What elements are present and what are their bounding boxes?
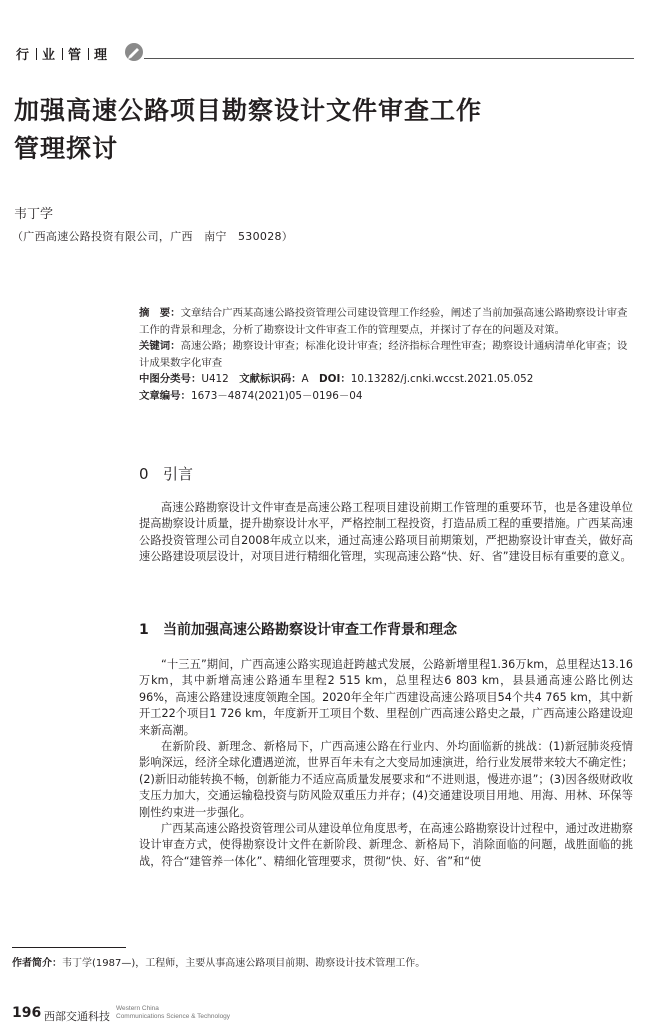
- author-footnote: [12, 954, 425, 969]
- section-label-char: 理: [94, 48, 110, 63]
- footnote-label: 作者简介：: [12, 958, 62, 969]
- abstract-text: 文章结合广西某高速公路投资管理公司建设管理工作经验，阐述了当前加强高速公路勘察设计审查工作的背景和理念，分析了勘察设计文件审查工作的管理要点，并探讨了存在的问题及对策。: [139, 307, 628, 336]
- section-title: 引言: [163, 465, 194, 483]
- section-number: 1: [139, 622, 149, 638]
- article-metadata: [139, 305, 631, 404]
- article-title: [14, 92, 614, 168]
- section-label-char: 行: [16, 48, 32, 63]
- author-name: 韦丁学: [14, 207, 54, 222]
- paragraph: 高速公路勘察设计文件审查是高速公路工程项目建设前期工作管理的重要环节，也是各建设单位提高勘察设计质量，提升勘察设计水平，严格控制工程投资，打造品质工程的重要措施。广西某高速公路投资管理公司自2008年成立以来，通过高速公路项目前期策划，严把勘察设计审查关，做好高速公路建设项层设计，对项目进行精细化管理，实现高速公路“快、好、省”建设目标有重要的意义。: [139, 501, 633, 564]
- section-label-char: 业: [42, 48, 58, 63]
- paragraph: 在新阶段、新理念、新格局下，广西高速公路在行业内、外均面临新的挑战：(1)新冠肺炎疫情影响深远，经济全球化遭遇逆流，世界百年未有之大变局加速演进，给行业发展带来较大不确定性；(2)新旧动能转换不畅，创新能力不适应高质量发展要求和“不进则退，慢进亦退”；(3)因各级财政收支压力加大，交通运输稳投资与防风险双重压力并存；(4)交通建设项目用地、用海、用林、环保等刚性约束进一步强化。: [139, 740, 633, 819]
- footnote-rule: [12, 947, 126, 948]
- doc-code-label: 文献标识码：: [239, 373, 302, 385]
- author-affiliation: （广西高速公路投资有限公司，广西 南宁 530028）: [12, 230, 294, 243]
- title-line: 加强高速公路项目勘察设计文件审查工作: [14, 96, 483, 125]
- section-heading: [139, 463, 193, 484]
- section-label: [16, 44, 109, 63]
- section-heading: [139, 619, 457, 639]
- abstract-label: 摘 要：: [139, 307, 181, 319]
- section-body: [139, 657, 633, 870]
- article-number-value: 1673－4874(2021)05－0196－04: [190, 389, 363, 402]
- paragraph: “十三五”期间，广西高速公路实现追赶跨越式发展，公路新增里程1.36万km，总里程达13.16万km，其中新增高速公路通车里程2 515 km，总里程达6 803 km，县县通高速公路比例达96%，高速公路建设速度领跑全国。2020年全年广西建设高速公路项目54个共4 765 km，其中新开工22个项目1 726 km，年度新开工项目个数、里程创广西高速公路史之最，广西高速公路建设迎来新高潮。: [139, 658, 633, 737]
- keywords: [139, 338, 631, 371]
- title-line: 管理探讨: [14, 134, 119, 163]
- clc-value: U412: [201, 373, 229, 385]
- pen-circle-icon: [124, 42, 144, 62]
- page-number: 196: [12, 1005, 42, 1021]
- journal-name-cn: 西部交通科技: [44, 1010, 110, 1023]
- abstract: [139, 305, 631, 338]
- header-rule: [144, 58, 634, 59]
- journal-en-line: Communications Science & Technology: [116, 1013, 231, 1020]
- keywords-label: 关键词：: [139, 340, 181, 352]
- doc-code-value: A: [301, 373, 309, 385]
- doi-label: DOI：: [319, 373, 351, 385]
- keywords-text: 高速公路；勘察设计审查；标准化设计审查；经济指标合理性审查；勘察设计通病清单化审查；设计成果数字化审查: [139, 340, 628, 369]
- clc-label: 中图分类号：: [139, 373, 202, 385]
- paragraph: 广西某高速公路投资管理公司从建设单位角度思考，在高速公路勘察设计过程中，通过改进勘察设计审查方式，使得勘察设计文件在新阶段、新理念、新格局下，消除面临的问题，战胜面临的挑战，符合“建管养一体化”、精细化管理要求，贯彻“快、好、省”和“使: [139, 822, 633, 868]
- article-number-label: 文章编号：: [139, 389, 191, 402]
- classification-line: [139, 371, 631, 388]
- journal-name-en: [116, 1005, 230, 1021]
- article-number: [139, 388, 631, 405]
- section-body: [139, 500, 633, 566]
- section-header: [12, 40, 634, 66]
- section-label-char: 管: [68, 48, 84, 63]
- doi-value: 10.13282/j.cnki.wccst.2021.05.052: [350, 373, 534, 385]
- footnote-text: 韦丁学(1987—)，工程师，主要从事高速公路项目前期、勘察设计技术管理工作。: [62, 958, 426, 969]
- section-title: 当前加强高速公路勘察设计审查工作背景和理念: [163, 622, 457, 638]
- journal-en-line: Western China: [116, 1005, 159, 1012]
- section-number: 0: [139, 465, 149, 483]
